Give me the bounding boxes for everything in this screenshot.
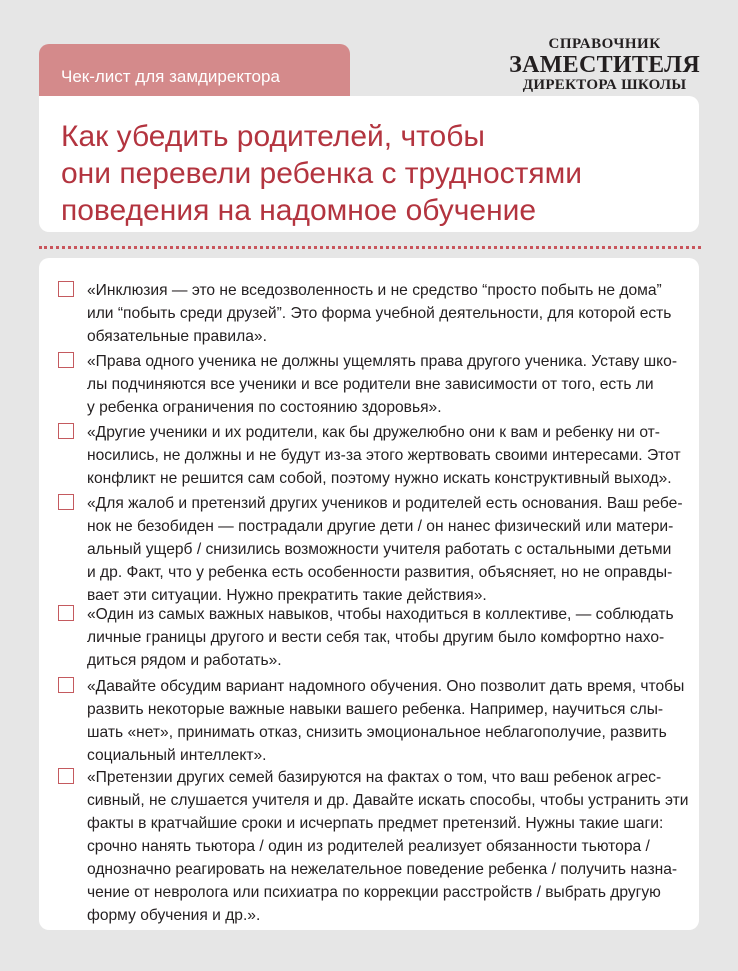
checklist-item — [87, 675, 685, 767]
item-line: форму обучения и др.». — [87, 907, 261, 924]
page-title — [61, 118, 681, 229]
item-line: «Права одного ученика не должны ущемлять права другого ученика. Уставу шко- — [87, 353, 678, 370]
item-line: «Инклюзия — это не вседозволенность и не средство “просто побыть не дома” — [87, 282, 662, 299]
title-line: поведения на надомное обучение — [61, 194, 537, 227]
checkbox[interactable] — [58, 281, 74, 297]
checklist-item — [87, 421, 681, 490]
item-line: носились, не должны и не будут из-за этого жертвовать своими интересами. Этот — [87, 447, 681, 464]
item-line: обязательные правила». — [87, 328, 267, 345]
logo-line-1: СПРАВОЧНИК — [548, 36, 661, 52]
item-line: у ребенка ограничения по состоянию здоровья». — [87, 399, 442, 416]
dotted-divider — [39, 246, 701, 249]
item-line: чение от невролога или психиатра по коррекции расстройств / выбрать другую — [87, 884, 661, 901]
item-line: «Один из самых важных навыков, чтобы находиться в коллективе, — соблюдать — [87, 606, 674, 623]
item-line: конфликт не решится сам собой, поэтому нужно искать конструктивный выход». — [87, 470, 672, 487]
checkbox[interactable] — [58, 494, 74, 510]
logo-line-2: ЗАМЕСТИТЕЛЯ — [509, 52, 700, 78]
title-line: Как убедить родителей, чтобы — [61, 120, 485, 153]
item-line: «Для жалоб и претензий других учеников и родителей есть основания. Ваш ребе- — [87, 495, 683, 512]
checklist-item — [87, 350, 678, 419]
checkbox[interactable] — [58, 768, 74, 784]
item-line: факты в кратчайшие сроки и исчерпать предмет претензий. Нужны такие шаги: — [87, 815, 664, 832]
logo-line-3: ДИРЕКТОРА ШКОЛЫ — [522, 77, 687, 93]
item-line: сивный, не слушается учителя и др. Давайте искать способы, чтобы устранить эти — [87, 792, 689, 809]
item-line: однозначно реагировать на нежелательное поведение ребенка / получить назна- — [87, 861, 678, 878]
item-line: срочно нанять тьютора / один из родителей реализует обязанности тьютора / — [87, 838, 650, 855]
item-line: «Другие ученики и их родители, как бы дружелюбно они к вам и ребенку ни от- — [87, 424, 660, 441]
header-tab — [39, 44, 350, 96]
item-line: вает эти ситуации. Нужно прекратить такие действия». — [87, 587, 487, 604]
title-line: они перевели ребенка с трудностями — [61, 157, 583, 190]
tab-label: Чек-лист для замдиректора — [61, 67, 280, 86]
publication-logo — [509, 36, 700, 94]
checklist-card — [39, 258, 699, 930]
title-card — [39, 96, 699, 232]
item-line: нок не безобиден — пострадали другие дети / он нанес физический или матери- — [87, 518, 674, 535]
checkbox[interactable] — [58, 605, 74, 621]
item-line: и др. Факт, что у ребенка есть особенности развития, объясняет, но не оправды- — [87, 564, 673, 581]
checklist-item — [87, 279, 673, 348]
item-line: социальный интеллект». — [87, 747, 267, 764]
checkbox[interactable] — [58, 677, 74, 693]
item-line: развить некоторые важные навыки вашего ребенка. Например, научиться слы- — [87, 701, 664, 718]
item-line: шать «нет», принимать отказ, снизить эмоциональное неблагополучие, развить — [87, 724, 667, 741]
checklist-item — [87, 492, 683, 607]
item-line: альный ущерб / снизились возможности учителя работать с остальными детьми — [87, 541, 672, 558]
item-line: личные границы другого и вести себя так, чтобы другим было комфортно нахо- — [87, 629, 665, 646]
checkbox[interactable] — [58, 352, 74, 368]
item-line: лы подчиняются все ученики и все родители вне зависимости от того, есть ли — [87, 376, 654, 393]
checklist-item — [87, 766, 689, 927]
checkbox[interactable] — [58, 423, 74, 439]
checklist-item — [87, 603, 673, 672]
item-line: «Претензии других семей базируются на фактах о том, что ваш ребенок агрес- — [87, 769, 662, 786]
item-line: «Давайте обсудим вариант надомного обучения. Оно позволит дать время, чтобы — [87, 678, 685, 695]
item-line: диться рядом и работать». — [87, 652, 282, 669]
item-line: или “побыть среди друзей”. Это форма учебной деятельности, для которой есть — [87, 305, 672, 322]
